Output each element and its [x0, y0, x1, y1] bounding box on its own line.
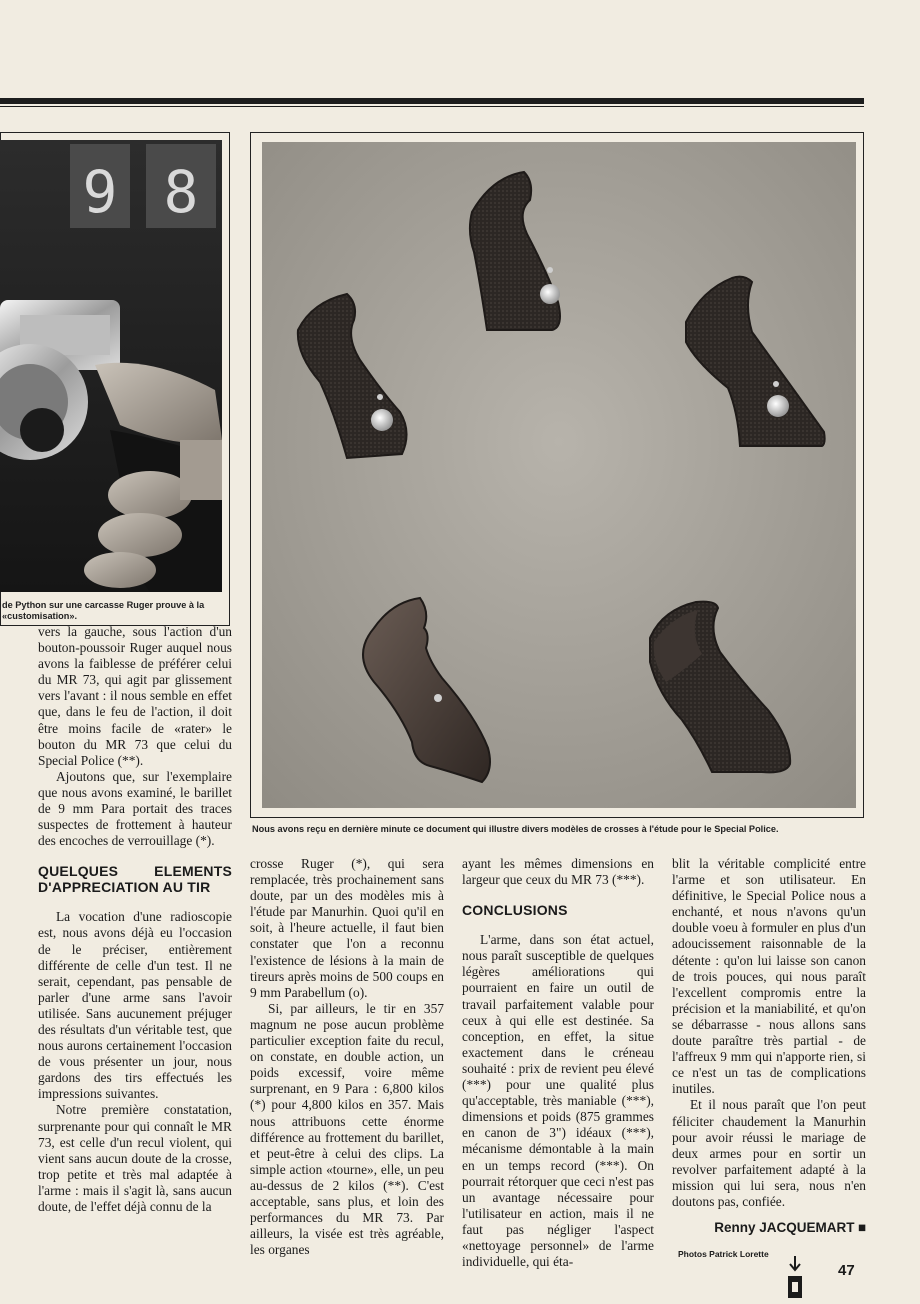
signature-line: [672, 1220, 866, 1236]
col1-paragraph-2: Ajoutons que, sur l'exemplaire que nous avons examiné, le barillet de 9 mm Para portait des traces suspectes de frottement à hauteur des encoches de verrouillage (*).: [38, 768, 232, 849]
magazine-logo-icon: [784, 1256, 806, 1300]
col1-paragraph-1: vers la gauche, sous l'action d'un bouton-poussoir Ruger auquel nous avons la faiblesse de préférer celui du MR 73, qui agit par glissement vers l'avant : il nous semble en effet que, dans le feu de l'action, il doit être moins facile de «rater» le bouton du MR 73 que celui du Special Police (**).: [38, 624, 232, 768]
col4-paragraph-2: Et il nous paraît que l'on peut féliciter chaudement la Manurhin pour avoir réussi le mariage de deux armes pour en sortir un revolver parfaitement adapté à la mission qui lui sera, nous n'en doutons pas, confiée.: [672, 1097, 866, 1209]
page-number: 47: [838, 1262, 855, 1279]
end-mark: ■: [857, 1220, 866, 1236]
revolver-image: [0, 140, 222, 592]
col3-heading: CONCLUSIONS: [462, 902, 568, 919]
author-name: Renny JACQUEMART: [714, 1220, 855, 1236]
column-3: [462, 856, 654, 1270]
col3-paragraph-2: L'arme, dans son état actuel, nous paraît susceptible de quelques légères améliorations qui pourraient en faire un outil de travail parfaitement valable pour ceux à qui elle est destinée. Sa conception, en effet, la situe exactement dans le créneau souhaité : prix de revient peu élevé (***) pour une qualité plus qu'acceptable, très maniable (***), dimensions et poids (875 grammes en canon de 3") idéaux (***), mécanisme démontable à la main en un temps record (***). On pourrait rétorquer que ceci n'est pas un avantage nécessaire pour l'utilisateur en action, mais il ne faut pas négliger l'aspect «nettoyage personnel» de l'arme individuelle, qui éta-: [462, 932, 654, 1270]
col1-heading: QUELQUES ELEMENTS D'APPRECIATION AU TIR: [38, 863, 232, 896]
col4-paragraph-1: blit la véritable complicité entre l'arme et son utilisateur. En définitive, le Special Police nous a enchanté, et nous n'avons qu'un double voeu à formuler en plus d'un adoucissement raisonnable de la détente : qu'on lui laisse son canon de trois pouces, qui nous paraît l'excellent compromis entre la précision et la maniabilité, et qu'on se débarrasse - nous allons sans doute paraître très partial - de l'affreux 9 mm qui n'apporte rien, si ce n'est un tas de complications inutiles.: [672, 856, 866, 1097]
col1-paragraph-4: Notre première constatation, surprenante pour qui connaît le MR 73, est celle d'un recul violent, qui vient sans aucun doute de la crosse, trop petite et très mal adaptée à l'arme : mais il s'agit là, sans aucun doute, de l'effet déjà connu de la: [38, 1102, 232, 1214]
col2-paragraph-2: Si, par ailleurs, le tir en 357 magnum ne pose aucun problème particulier exception faite du recul, on constate, en double action, un poids excessif, voire même surprenant, en 9 Para : 6,800 kilos (*) pour 4,800 kilos en 357. Mais nous attribuons cette énorme différence au frottement du barillet, et peut-être à celui des clips. La simple action «tourne», elle, un peu au-dessus de 2 kilos (**). C'est acceptable, sans plus, et loin des performances du MR 73. Par ailleurs, la visée est très agréable, les organes: [250, 1000, 444, 1258]
digit-nine: 9: [82, 158, 118, 226]
grips-image: [262, 142, 856, 808]
main-photo-caption: Nous avons reçu en dernière minute ce document qui illustre divers modèles de crosses à l'étude pour le Special Police.: [252, 824, 779, 834]
digit-eight: 8: [163, 158, 199, 226]
col1-paragraph-3: La vocation d'une radioscopie est, nous avons déjà eu l'occasion de le préciser, entièrement différente de celle d'un test. Il ne serait, cependant, pas pensable de parler d'une arme sans l'avoir utilisée. Sans aucunement préjuger des résultats d'un véritable test, que nous aurons certainement l'occasion de vous présenter un jour, nous gardons des tirs effectués les impressions suivantes.: [38, 909, 232, 1102]
column-4: [672, 856, 866, 1262]
grips-photo: [262, 142, 856, 808]
left-photo-caption: de Python sur une carcasse Ruger prouve à la «customisation».: [2, 600, 205, 621]
photo-credit: Photos Patrick Lorette: [678, 1249, 769, 1260]
col2-paragraph-1: crosse Ruger (*), qui sera remplacée, très prochainement sans doute, par un des modèles mis à l'étude par Manurhin. Quoi qu'il en soit, à l'heure actuelle, il faut bien constater que l'on a reconnu l'existence de lésions à la main de tireurs après moins de 500 coups en 9 mm Parabellum (o).: [250, 856, 444, 1000]
revolver-photo: [0, 140, 222, 592]
top-rule: [0, 98, 864, 104]
top-rule-thin: [0, 106, 864, 107]
column-2: [250, 856, 444, 1258]
col3-paragraph-1: ayant les mêmes dimensions en largeur que ceux du MR 73 (***).: [462, 856, 654, 888]
column-1: [38, 624, 232, 1215]
